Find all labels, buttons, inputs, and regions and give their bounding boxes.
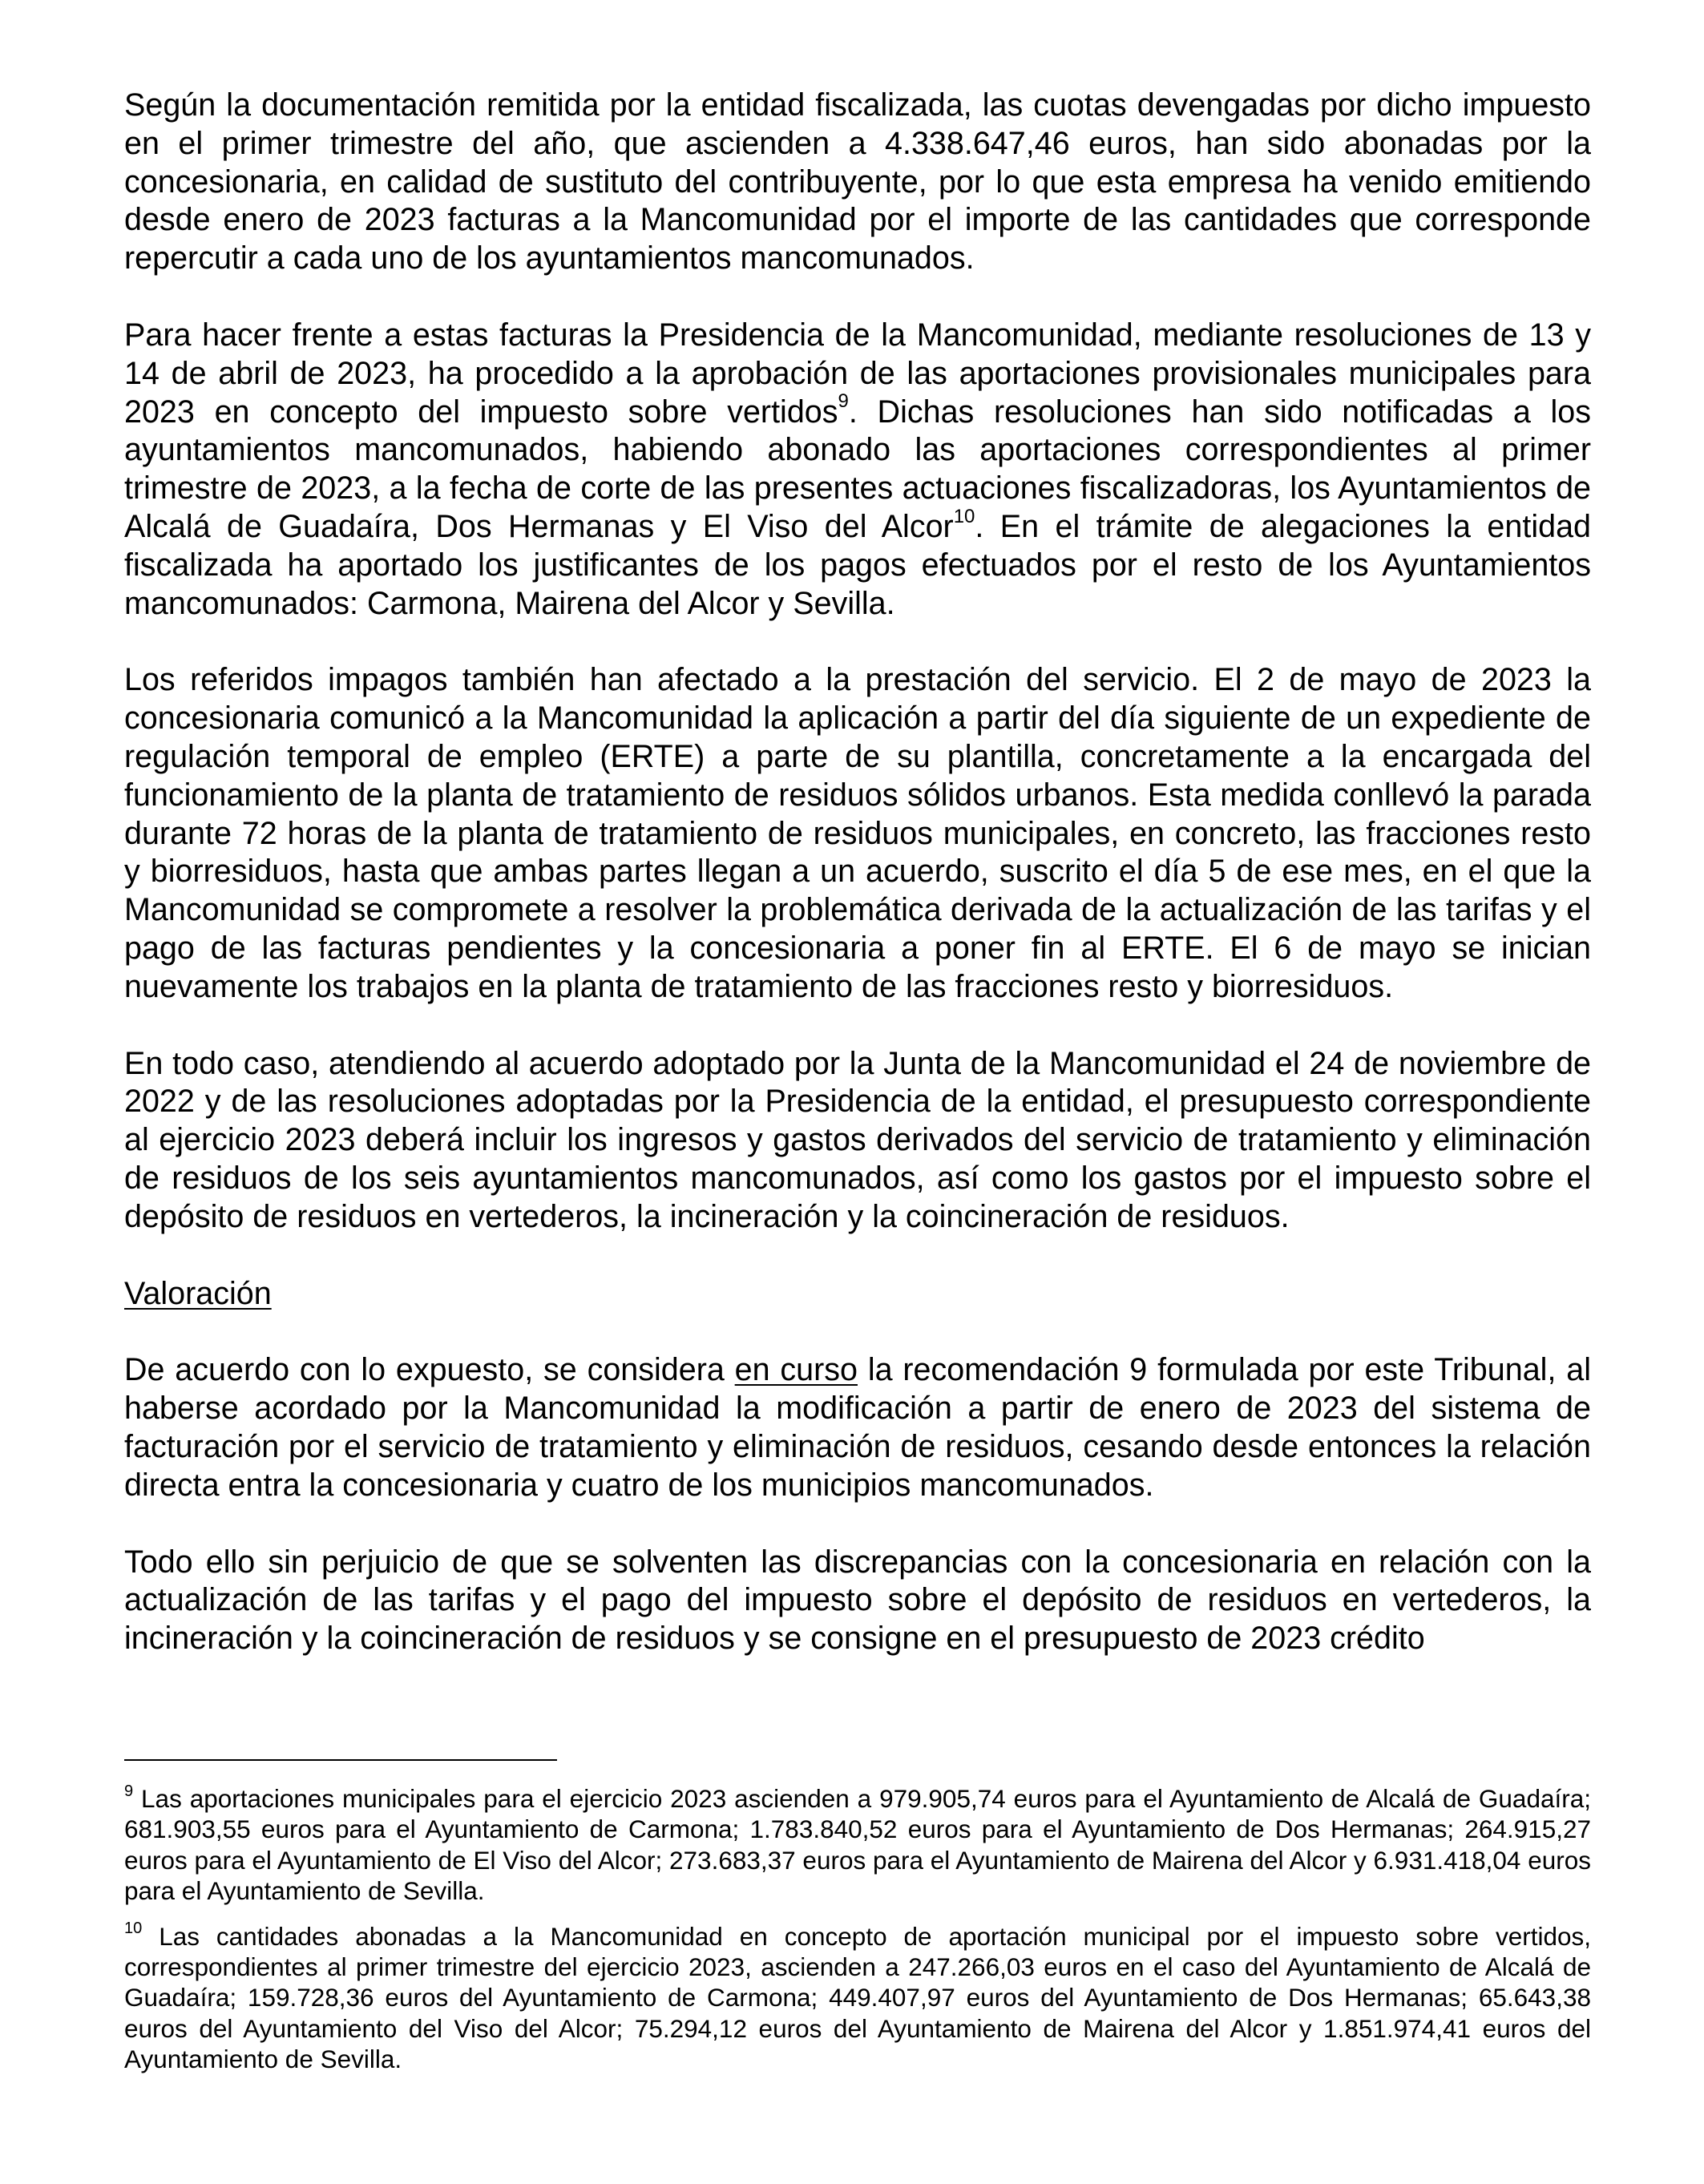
footnote-ref-9: 9 bbox=[838, 390, 849, 413]
footnote-ref-10: 10 bbox=[953, 505, 975, 527]
paragraph-5-part-b: la recomendación 9 formulada por este Tribunal, al haberse acordado por la Mancomunidad la modificación a partir de enero de 2023 del sistema de facturación por el servicio de tratamiento y eliminación de residuos, cesando desde entonces la relación directa entra la concesionaria y cuatro de los municipios mancomunados. bbox=[124, 1352, 1591, 1503]
document-body bbox=[124, 87, 1591, 1697]
footnote-separator bbox=[124, 1759, 557, 1761]
paragraph-5 bbox=[124, 1351, 1591, 1504]
footnote-number: 9 bbox=[124, 1782, 134, 1800]
paragraph-3: Los referidos impagos también han afectado a la prestación del servicio. El 2 de mayo de 2023 la concesionaria comunicó a la Mancomunidad la aplicación a partir del día siguiente de un expediente de regulación temporal de empleo (ERTE) a parte de su plantilla, concretamente a la encargada del funcionamiento de la planta de tratamiento de residuos sólidos urbanos. Esta medida conllevó la parada durante 72 horas de la planta de tratamiento de residuos municipales, en concreto, las fracciones resto y biorresiduos, hasta que ambas partes llegan a un acuerdo, suscrito el día 5 de ese mes, en el que la Mancomunidad se compromete a resolver la problemática derivada de la actualización de las tarifas y el pago de las facturas pendientes y la concesionaria a poner fin al ERTE. El 6 de mayo se inician nuevamente los trabajos en la planta de tratamiento de las fracciones resto y biorresiduos. bbox=[124, 662, 1591, 1004]
footnote-9 bbox=[124, 1783, 1591, 1907]
footnotes bbox=[124, 1783, 1591, 2089]
footnote-text: Las aportaciones municipales para el ejercicio 2023 ascienden a 979.905,74 euros para el Ayuntamiento de Alcalá de Guadaíra; 681.903,55 euros para el Ayuntamiento de Carmona; 1.783.840,52 euros para el Ayuntamiento de Dos Hermanas; 264.915,27 euros para el Ayuntamiento de El Viso del Alcor; 273.683,37 euros para el Ayuntamiento de Mairena del Alcor y 6.931.418,04 euros para el Ayuntamiento de Sevilla. bbox=[124, 1784, 1591, 1906]
paragraph-6: Todo ello sin perjuicio de que se solventen las discrepancias con la concesionaria en relación con la actualización de las tarifas y el pago del impuesto sobre el depósito de residuos en vertederos, la incineración y la coincineración de residuos y se consigne en el presupuesto de 2023 crédito bbox=[124, 1544, 1591, 1657]
footnote-10 bbox=[124, 1921, 1591, 2075]
heading-valoracion: Valoración bbox=[124, 1275, 272, 1311]
paragraph-5-part-a: De acuerdo con lo expuesto, se considera bbox=[124, 1352, 735, 1388]
section-heading bbox=[124, 1275, 1591, 1314]
status-en-curso: en curso bbox=[734, 1352, 858, 1388]
paragraph-4: En todo caso, atendiendo al acuerdo adoptado por la Junta de la Mancomunidad el 24 de noviembre de 2022 y de las resoluciones adoptadas por la Presidencia de la entidad, el presupuesto correspondiente al ejercicio 2023 deberá incluir los ingresos y gastos derivados del servicio de tratamiento y eliminación de residuos de los seis ayuntamientos mancomunados, así como los gastos por el impuesto sobre el depósito de residuos en vertederos, la incineración y la coincineración de residuos. bbox=[124, 1045, 1591, 1234]
paragraph-2-part-b: . Dichas resoluciones han sido notificadas a los ayuntamientos mancomunados, habiendo abonado las aportaciones correspondientes al primer trimestre de 2023, a la fecha de corte de las presentes actuaciones fiscalizadoras, los Ayuntamientos de Alcalá de Guadaíra, Dos Hermanas y El Viso del Alcor bbox=[124, 394, 1591, 544]
paragraph-2-part-a: Para hacer frente a estas facturas la Presidencia de la Mancomunidad, mediante resoluciones de 13 y 14 de abril de 2023, ha procedido a la aprobación de las aportaciones provisionales municipales para 2023 en concepto del impuesto sobre vertidos bbox=[124, 317, 1591, 430]
paragraph-2 bbox=[124, 317, 1591, 623]
paragraph-1: Según la documentación remitida por la entidad fiscalizada, las cuotas devengadas por dicho impuesto en el primer trimestre del año, que ascienden a 4.338.647,46 euros, han sido abonadas por la concesionaria, en calidad de sustituto del contribuyente, por lo que esta empresa ha venido emitiendo desde enero de 2023 facturas a la Mancomunidad por el importe de las cantidades que corresponde repercutir a cada uno de los ayuntamientos mancomunados. bbox=[124, 87, 1591, 277]
footnote-number: 10 bbox=[124, 1920, 143, 1938]
footnote-text: Las cantidades abonadas a la Mancomunidad en concepto de aportación municipal por el impuesto sobre vertidos, correspondientes al primer trimestre del ejercicio 2023, ascienden a 247.266,03 euros en el caso del Ayuntamiento de Alcalá de Guadaíra; 159.728,36 euros del Ayuntamiento de Carmona; 449.407,97 euros del Ayuntamiento de Dos Hermanas; 65.643,38 euros del Ayuntamiento del Viso del Alcor; 75.294,12 euros del Ayuntamiento de Mairena del Alcor y 1.851.974,41 euros del Ayuntamiento de Sevilla. bbox=[124, 1921, 1591, 2074]
paragraph-2-part-c: . En el trámite de alegaciones la entidad fiscalizada ha aportado los justificantes de los pagos efectuados por el resto de los Ayuntamientos mancomunados: Carmona, Mairena del Alcor y Sevilla. bbox=[124, 508, 1591, 621]
